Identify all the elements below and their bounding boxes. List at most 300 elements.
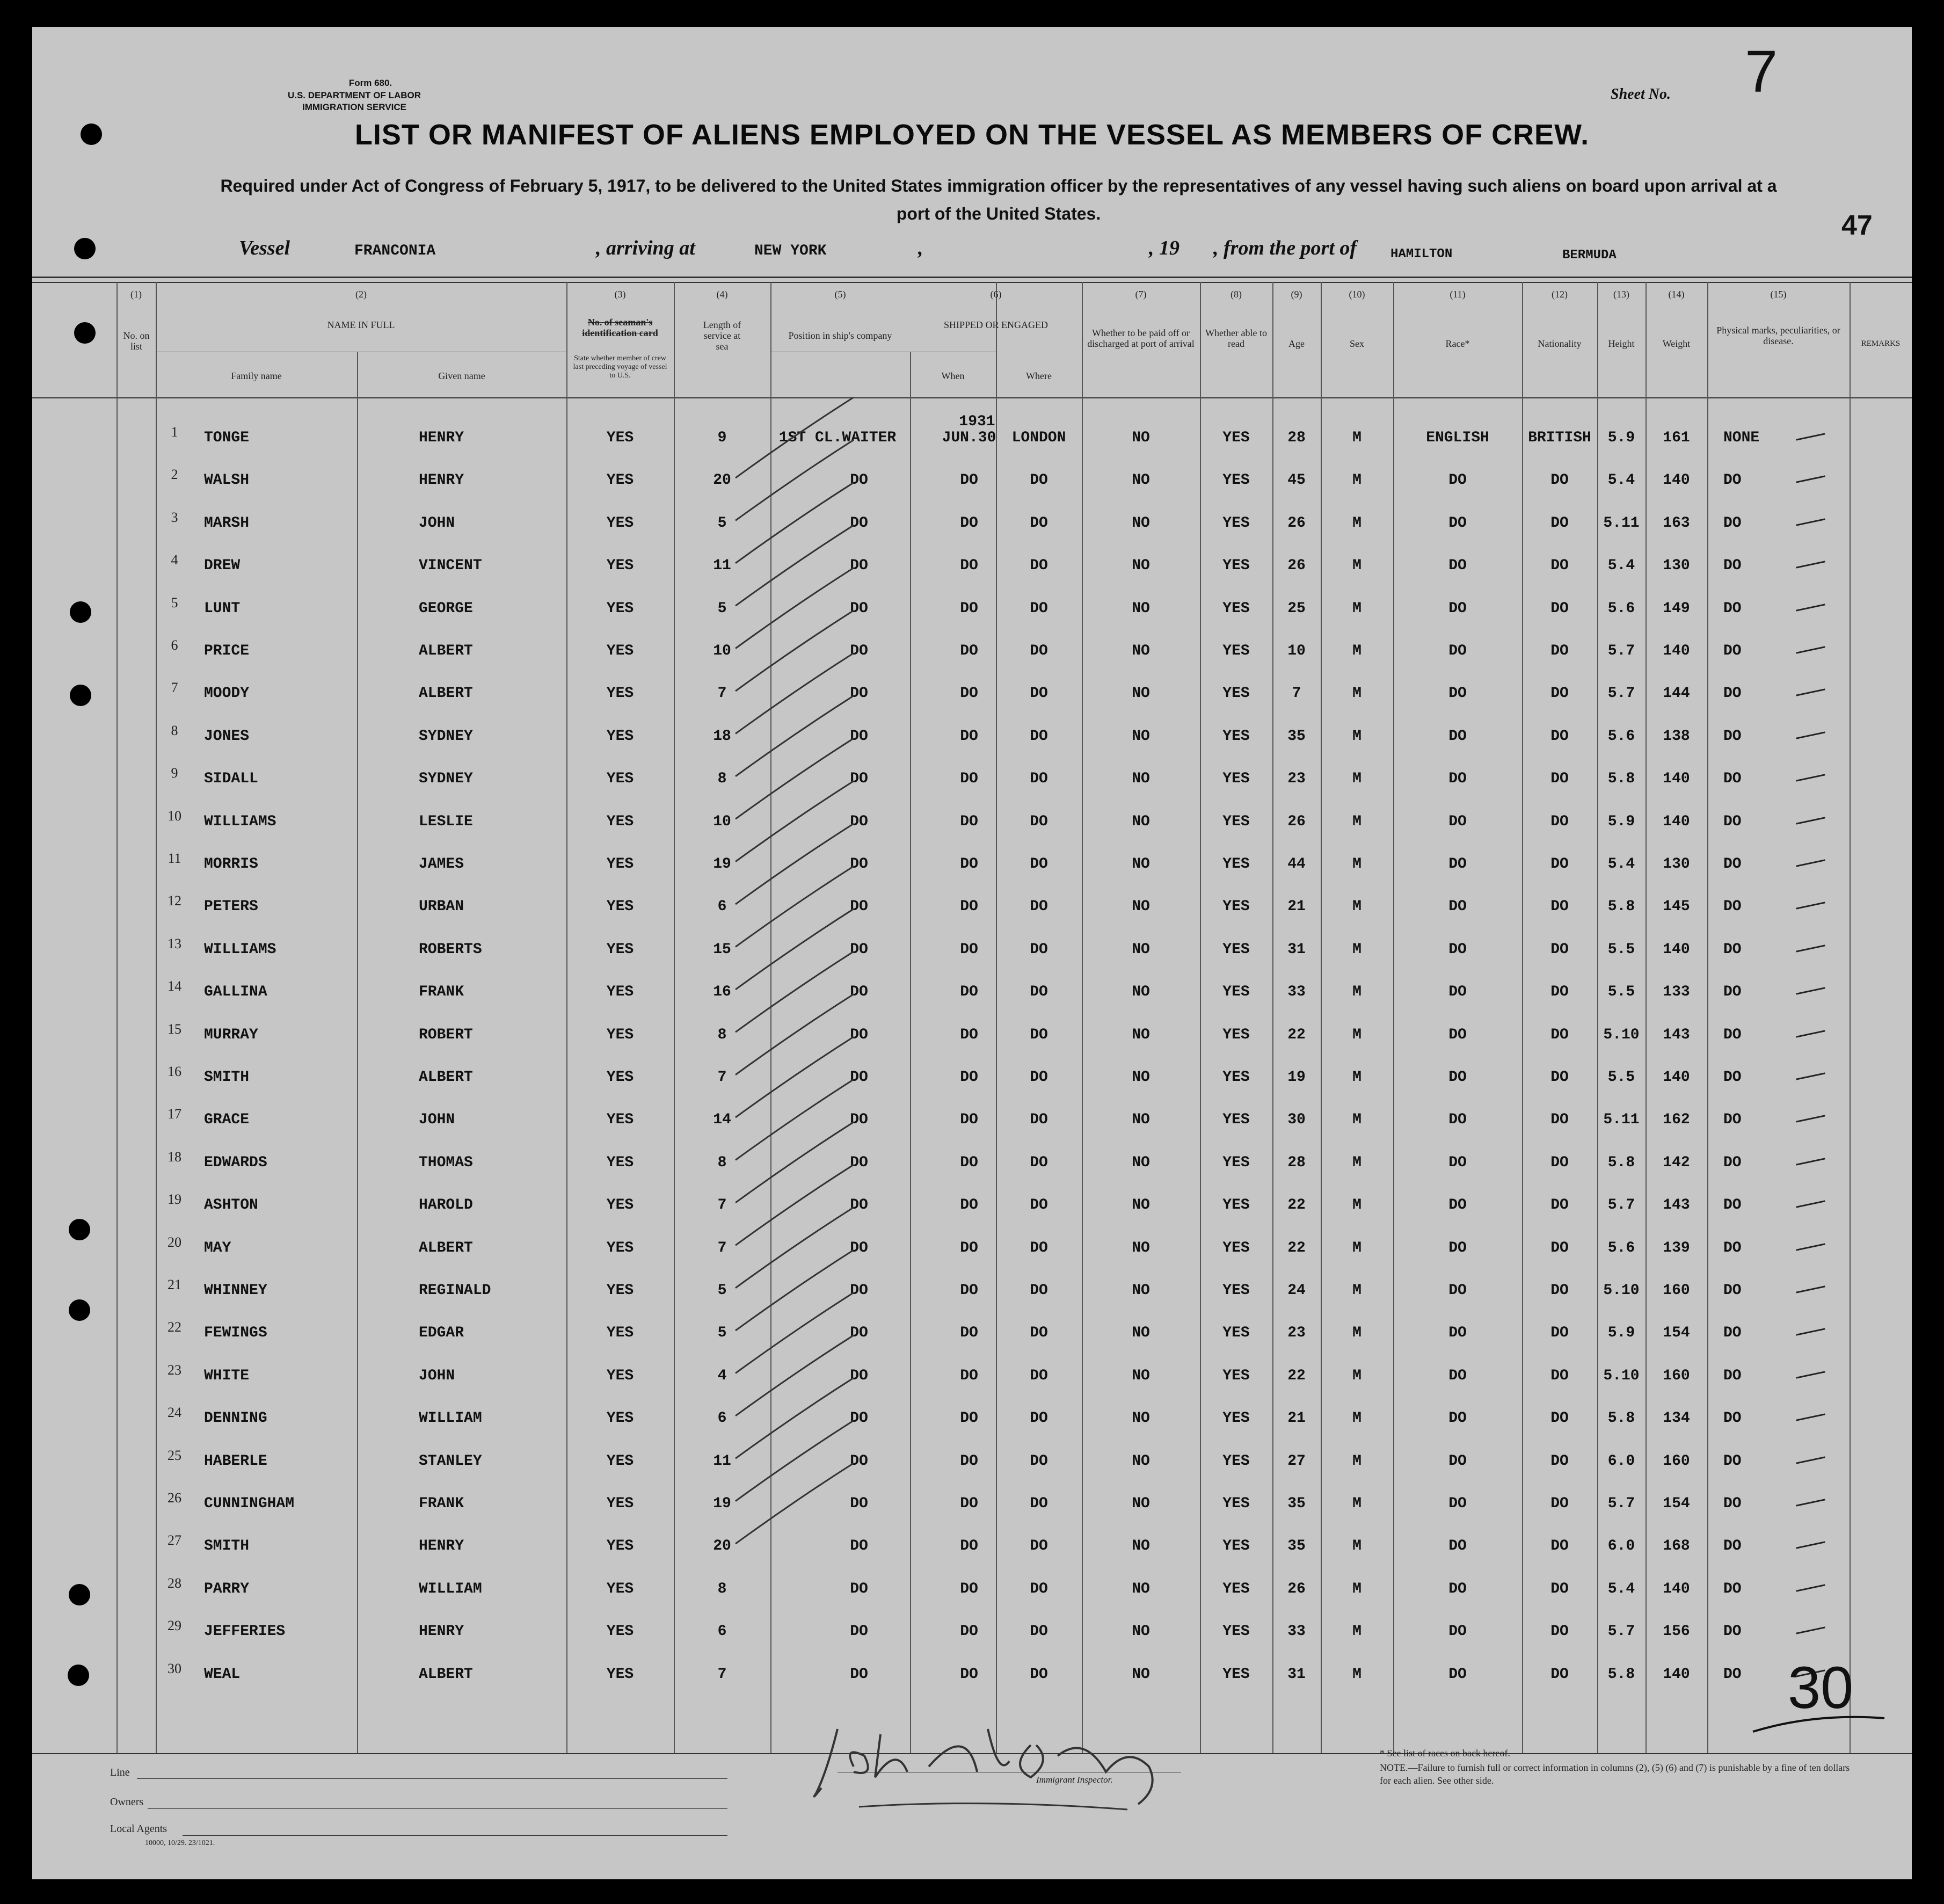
page-subtitle: Required under Act of Congress of February 5, 1917, to be delivered to the United States immigration officer by the representatives of any vessel having such aliens on board upon arrival at a port of the United States. [220, 176, 1777, 223]
manifest-sheet [32, 27, 1912, 1879]
cell-read: YES [1222, 600, 1250, 617]
cell-paid: NO [1132, 1325, 1150, 1342]
cell-weight: 139 [1663, 1239, 1690, 1256]
cell-nationality: DO [1550, 1495, 1569, 1512]
cell-age: 24 [1287, 1282, 1306, 1299]
cell-race: DO [1448, 514, 1467, 532]
header-age: Age [1288, 338, 1305, 349]
cell-age: 28 [1287, 430, 1306, 446]
cell-weight: 130 [1663, 856, 1690, 873]
cell-given: HAROLD [419, 1197, 473, 1214]
cell-service: 6 [717, 1623, 727, 1640]
cell-weight: 140 [1663, 1069, 1690, 1086]
cell-where: DO [1030, 1154, 1048, 1171]
row-number: 16 [168, 1064, 181, 1079]
cell-read: YES [1222, 1282, 1250, 1299]
cell-age: 26 [1287, 514, 1306, 532]
cell-position: DO [850, 1495, 868, 1512]
cell-given: VINCENT [419, 557, 482, 575]
slash-mark [736, 1463, 854, 1544]
cell-when: DO [960, 1154, 978, 1171]
cell-nationality: DO [1550, 813, 1569, 830]
cell-weight: 160 [1663, 1367, 1690, 1384]
cell-nationality: BRITISH [1528, 430, 1591, 446]
cell-nationality: DO [1550, 1580, 1569, 1597]
header-position: Position in ship's company [788, 330, 892, 341]
cell-weight: 160 [1663, 1282, 1690, 1299]
header-where: Where [1026, 370, 1052, 381]
cell-age: 22 [1287, 1239, 1306, 1256]
cell-read: YES [1222, 643, 1250, 659]
cell-race: DO [1448, 1452, 1467, 1470]
row-number: 25 [168, 1447, 181, 1463]
cell-weight: 140 [1663, 643, 1690, 659]
cell-service: 4 [717, 1367, 727, 1384]
cell-position: DO [850, 1197, 868, 1214]
row-number: 20 [168, 1234, 181, 1250]
cell-height: 5.10 [1603, 1282, 1640, 1299]
cell-read: YES [1222, 557, 1250, 575]
cell-weight: 163 [1663, 514, 1690, 532]
cell-service: 10 [713, 813, 731, 830]
cell-nationality: DO [1550, 1111, 1569, 1129]
header-remarks: REMARKS [1861, 339, 1901, 348]
cell-given: SYDNEY [419, 771, 473, 788]
cell-when: DO [960, 1111, 978, 1129]
cell-family: CUNNINGHAM [204, 1495, 295, 1512]
cell-race: DO [1448, 1538, 1467, 1555]
cell-read: YES [1222, 1666, 1250, 1683]
cell-sex: M [1352, 472, 1361, 489]
cell-service: 18 [713, 728, 731, 745]
cell-position: DO [850, 728, 868, 745]
cell-when: DO [960, 728, 978, 745]
cell-family: DENNING [204, 1410, 267, 1427]
cell-given: ALBERT [419, 1069, 473, 1086]
cell-nationality: DO [1550, 1154, 1569, 1171]
cell-where: DO [1030, 1239, 1048, 1256]
cell-sex: M [1352, 1623, 1361, 1640]
penalty-note: NOTE.—Failure to furnish full or correct information in columns (2), (5) (6) and (7) is punishable by a fine of ten dollars for each alien. See other side. [1380, 1762, 1850, 1786]
cell-crew: YES [606, 514, 634, 532]
slash-mark [736, 824, 854, 904]
cell-nationality: DO [1550, 1026, 1569, 1043]
cell-marks: DO [1723, 1154, 1742, 1171]
row-number: 2 [171, 467, 178, 483]
cell-read: YES [1222, 1623, 1250, 1640]
cell-height: 5.7 [1607, 1197, 1635, 1214]
cell-crew: YES [606, 1197, 634, 1214]
cell-when: DO [960, 1495, 978, 1512]
cell-crew: YES [606, 1026, 634, 1043]
cell-marks: DO [1723, 941, 1742, 958]
cell-family: SIDALL [204, 771, 258, 788]
cell-marks: DO [1723, 1495, 1742, 1512]
cell-family: ASHTON [204, 1197, 258, 1214]
cell-paid: NO [1132, 1666, 1150, 1683]
cell-position: DO [850, 1282, 868, 1299]
cell-position: DO [850, 557, 868, 575]
cell-family: GRACE [204, 1111, 250, 1129]
cell-nationality: DO [1550, 1410, 1569, 1427]
cell-height: 5.5 [1607, 984, 1635, 1001]
cell-crew: YES [606, 1452, 634, 1470]
cell-read: YES [1222, 1154, 1250, 1171]
cell-race: DO [1448, 728, 1467, 745]
sheet-label: Sheet No. [1611, 86, 1671, 103]
cell-age: 10 [1287, 643, 1306, 659]
cell-given: STANLEY [419, 1452, 482, 1470]
cell-height: 6.0 [1607, 1452, 1635, 1470]
cell-age: 30 [1287, 1111, 1306, 1129]
cell-weight: 161 [1663, 430, 1690, 446]
cell-race: DO [1448, 600, 1467, 617]
cell-crew: YES [606, 1495, 634, 1512]
cell-nationality: DO [1550, 728, 1569, 745]
cell-weight: 160 [1663, 1452, 1690, 1470]
cell-given: HENRY [419, 1538, 464, 1555]
local-agents-label: Local Agents [110, 1823, 168, 1835]
cell-given: ALBERT [419, 1666, 473, 1683]
cell-read: YES [1222, 813, 1250, 830]
cell-height: 5.9 [1607, 813, 1635, 830]
cell-age: 22 [1287, 1367, 1306, 1384]
cell-service: 8 [717, 1154, 727, 1171]
cell-service: 15 [713, 941, 731, 958]
cell-paid: NO [1132, 472, 1150, 489]
cell-nationality: DO [1550, 600, 1569, 617]
cell-paid: NO [1132, 1154, 1150, 1171]
cell-service: 8 [717, 1580, 727, 1597]
cell-when: DO [960, 472, 978, 489]
cell-position: DO [850, 1026, 868, 1043]
cell-crew: YES [606, 600, 634, 617]
cell-family: DREW [204, 557, 241, 575]
cell-when: DO [960, 1026, 978, 1043]
cell-family: PARRY [204, 1580, 250, 1597]
cell-where: DO [1030, 728, 1048, 745]
cell-family: HABERLE [204, 1452, 267, 1470]
cell-race: DO [1448, 1495, 1467, 1512]
cell-marks: NONE [1723, 430, 1760, 446]
cell-position: DO [850, 856, 868, 873]
cell-race: DO [1448, 1367, 1467, 1384]
cell-nationality: DO [1550, 856, 1569, 873]
cell-given: ROBERTS [419, 941, 482, 958]
year-label: , 19 [1149, 237, 1179, 259]
cell-crew: YES [606, 941, 634, 958]
row-number: 9 [171, 765, 178, 781]
cell-given: FRANK [419, 1495, 464, 1512]
cell-height: 6.0 [1607, 1538, 1635, 1555]
slash-mark [736, 909, 854, 990]
cell-marks: DO [1723, 514, 1742, 532]
cell-race: DO [1448, 1410, 1467, 1427]
cell-race: DO [1448, 941, 1467, 958]
cell-height: 5.10 [1603, 1367, 1640, 1384]
cell-when: DO [960, 1538, 978, 1555]
cell-family: PRICE [204, 643, 250, 659]
cell-paid: NO [1132, 728, 1150, 745]
cell-height: 5.4 [1607, 557, 1635, 575]
cell-position: DO [850, 941, 868, 958]
cell-height: 5.9 [1607, 430, 1635, 446]
arrival-port: NEW YORK [754, 243, 827, 259]
cell-height: 5.6 [1607, 728, 1635, 745]
column-number: (3) [614, 289, 626, 300]
cell-nationality: DO [1550, 1069, 1569, 1086]
cell-when: DO [960, 1580, 978, 1597]
cell-service: 8 [717, 771, 727, 788]
cell-height: 5.10 [1603, 1026, 1640, 1043]
cell-marks: DO [1723, 1111, 1742, 1129]
header-weight: Weight [1662, 338, 1691, 349]
cell-when: JUN.30 [942, 430, 996, 446]
cell-where: DO [1030, 1580, 1048, 1597]
cell-age: 21 [1287, 1410, 1306, 1427]
cell-read: YES [1222, 1026, 1250, 1043]
column-number: (14) [1668, 289, 1685, 300]
row-number: 26 [168, 1490, 181, 1506]
cell-service: 19 [713, 1495, 731, 1512]
cell-service: 11 [713, 557, 731, 575]
cell-weight: 140 [1663, 1666, 1690, 1683]
cell-read: YES [1222, 984, 1250, 1001]
cell-sex: M [1352, 1452, 1361, 1470]
row-number: 23 [168, 1362, 181, 1378]
cell-position: DO [850, 813, 868, 830]
cell-sex: M [1352, 600, 1361, 617]
cell-position: 1ST CL.WAITER [778, 430, 897, 446]
cell-service: 7 [717, 1239, 727, 1256]
cell-weight: 140 [1663, 813, 1690, 830]
cell-weight: 144 [1663, 685, 1690, 702]
cell-read: YES [1222, 1538, 1250, 1555]
cell-crew: YES [606, 898, 634, 915]
cell-service: 5 [717, 1325, 727, 1342]
slash-mark [736, 483, 854, 563]
cell-where: DO [1030, 1495, 1048, 1512]
cell-race: DO [1448, 1623, 1467, 1640]
cell-service: 7 [717, 1666, 727, 1683]
cell-age: 33 [1287, 1623, 1306, 1640]
page-mark: 47 [1841, 210, 1873, 241]
cell-nationality: DO [1550, 685, 1569, 702]
row-number: 15 [168, 1021, 181, 1037]
slash-marks [32, 27, 1912, 1879]
cell-nationality: DO [1550, 472, 1569, 489]
row-number: 27 [168, 1532, 181, 1549]
cell-paid: NO [1132, 1538, 1150, 1555]
cell-sex: M [1352, 728, 1361, 745]
cell-when: DO [960, 1325, 978, 1342]
footer-rule [137, 1778, 727, 1779]
cell-paid: NO [1132, 557, 1150, 575]
cell-paid: NO [1132, 941, 1150, 958]
column-number: (6) [990, 289, 1002, 300]
cell-family: JONES [204, 728, 250, 745]
header-height: Height [1608, 338, 1635, 349]
cell-height: 5.9 [1607, 1325, 1635, 1342]
slash-mark [736, 397, 854, 478]
cell-position: DO [850, 1154, 868, 1171]
cell-paid: NO [1132, 514, 1150, 532]
cell-weight: 140 [1663, 1580, 1690, 1597]
cell-weight: 145 [1663, 898, 1690, 915]
cell-paid: NO [1132, 1026, 1150, 1043]
cell-age: 27 [1287, 1452, 1306, 1470]
cell-read: YES [1222, 1197, 1250, 1214]
column-number: (13) [1613, 289, 1629, 300]
cell-given: ALBERT [419, 1239, 473, 1256]
cell-paid: NO [1132, 1197, 1150, 1214]
cell-when: DO [960, 1197, 978, 1214]
cell-marks: DO [1723, 856, 1742, 873]
cell-race: DO [1448, 898, 1467, 915]
cell-where: DO [1030, 557, 1048, 575]
header-race: Race* [1445, 338, 1470, 349]
cell-race: DO [1448, 771, 1467, 788]
cell-paid: NO [1132, 1452, 1150, 1470]
cell-paid: NO [1132, 643, 1150, 659]
header-given-name: Given name [438, 370, 485, 381]
cell-marks: DO [1723, 600, 1742, 617]
cell-age: 19 [1287, 1069, 1306, 1086]
cell-service: 5 [717, 514, 727, 532]
cell-given: URBAN [419, 898, 464, 915]
cell-weight: 140 [1663, 472, 1690, 489]
cell-read: YES [1222, 1239, 1250, 1256]
cell-height: 5.8 [1607, 898, 1635, 915]
cell-when: DO [960, 1367, 978, 1384]
cell-height: 5.11 [1603, 514, 1640, 532]
row-number: 5 [171, 594, 178, 611]
cell-position: DO [850, 1666, 868, 1683]
cell-paid: NO [1132, 856, 1150, 873]
cell-age: 25 [1287, 600, 1306, 617]
header-nationality: Nationality [1538, 338, 1582, 349]
owners-label: Owners [110, 1796, 144, 1808]
row-number: 24 [168, 1405, 181, 1421]
cell-marks: DO [1723, 1538, 1742, 1555]
slash-mark [736, 1208, 854, 1288]
cell-when: DO [960, 941, 978, 958]
cell-paid: NO [1132, 984, 1150, 1001]
cell-marks: DO [1723, 1623, 1742, 1640]
cell-race: DO [1448, 813, 1467, 830]
cell-height: 5.7 [1607, 1623, 1635, 1640]
row-number: 8 [171, 722, 178, 738]
cell-position: DO [850, 984, 868, 1001]
cell-race: DO [1448, 1111, 1467, 1129]
cell-height: 5.4 [1607, 472, 1635, 489]
cell-age: 26 [1287, 1580, 1306, 1597]
column-number: (1) [130, 289, 142, 300]
cell-service: 5 [717, 600, 727, 617]
column-number: (9) [1291, 289, 1302, 300]
cell-paid: NO [1132, 1239, 1150, 1256]
cell-nationality: DO [1550, 771, 1569, 788]
cell-position: DO [850, 643, 868, 659]
cell-marks: DO [1723, 984, 1742, 1001]
row-number: 19 [168, 1191, 181, 1208]
cell-given: JOHN [419, 1367, 455, 1384]
cell-sex: M [1352, 1367, 1361, 1384]
cell-when: DO [960, 771, 978, 788]
cell-nationality: DO [1550, 898, 1569, 915]
cell-height: 5.6 [1607, 1239, 1635, 1256]
cell-age: 28 [1287, 1154, 1306, 1171]
cell-service: 11 [713, 1452, 731, 1470]
cell-when: DO [960, 856, 978, 873]
cell-family: WEAL [204, 1666, 241, 1683]
cell-sex: M [1352, 685, 1361, 702]
cell-where: DO [1030, 984, 1048, 1001]
cell-age: 22 [1287, 1026, 1306, 1043]
cell-race: DO [1448, 1239, 1467, 1256]
cell-height: 5.7 [1607, 1495, 1635, 1512]
cell-service: 20 [713, 1538, 731, 1555]
cell-weight: 143 [1663, 1197, 1690, 1214]
cell-service: 6 [717, 1410, 727, 1427]
cell-paid: NO [1132, 1069, 1150, 1086]
cell-age: 35 [1287, 1495, 1306, 1512]
slash-mark [736, 525, 854, 606]
cell-race: DO [1448, 1580, 1467, 1597]
cell-race: DO [1448, 1069, 1467, 1086]
cell-read: YES [1222, 1452, 1250, 1470]
cell-given: JOHN [419, 1111, 455, 1129]
cell-position: DO [850, 1452, 868, 1470]
cell-age: 23 [1287, 1325, 1306, 1342]
cell-position: DO [850, 600, 868, 617]
cell-given: ALBERT [419, 685, 473, 702]
cell-family: WALSH [204, 472, 250, 489]
slash-mark [736, 866, 854, 947]
cell-sex: M [1352, 557, 1361, 575]
cell-where: DO [1030, 685, 1048, 702]
cell-paid: NO [1132, 1111, 1150, 1129]
cell-crew: YES [606, 1410, 634, 1427]
row-number: 21 [168, 1277, 181, 1292]
cell-where: DO [1030, 1026, 1048, 1043]
cell-paid: NO [1132, 430, 1150, 446]
total-underline [1750, 1707, 1890, 1740]
cell-weight: 133 [1663, 984, 1690, 1001]
cell-crew: YES [606, 430, 634, 446]
cell-given: FRANK [419, 984, 464, 1001]
cell-family: WILLIAMS [204, 941, 276, 958]
cell-service: 7 [717, 1197, 727, 1214]
cell-height: 5.5 [1607, 941, 1635, 958]
slash-mark [736, 1378, 854, 1458]
cell-age: 33 [1287, 984, 1306, 1001]
cell-when: DO [960, 1282, 978, 1299]
cell-sex: M [1352, 984, 1361, 1001]
cell-family: MAY [204, 1239, 231, 1256]
cell-race: ENGLISH [1426, 430, 1489, 446]
cell-paid: NO [1132, 1623, 1150, 1640]
cell-when: DO [960, 1452, 978, 1470]
slash-mark [736, 1292, 854, 1373]
cell-family: EDWARDS [204, 1154, 267, 1171]
cell-position: DO [850, 1623, 868, 1640]
slash-mark [736, 696, 854, 776]
cell-given: HENRY [419, 472, 464, 489]
cell-nationality: DO [1550, 1367, 1569, 1384]
cell-service: 16 [713, 984, 731, 1001]
header-paid-off: Whether to be paid off or discharged at port of arrival [1087, 328, 1195, 349]
